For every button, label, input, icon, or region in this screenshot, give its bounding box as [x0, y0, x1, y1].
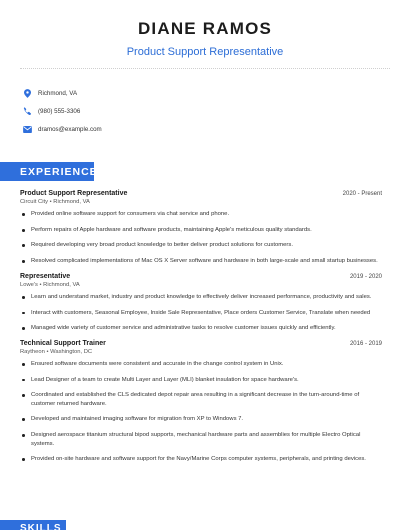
skills-heading: SKILLS — [0, 520, 66, 530]
job-bullet: Learn and understand market, industry and product knowledge to effectively deliver increased performance, productivity and sales. — [28, 293, 382, 301]
job-title: Product Support Representative — [20, 190, 128, 197]
experience-heading: EXPERIENCE — [0, 162, 94, 181]
job-location: Richmond, VA — [43, 281, 80, 288]
job-bullets — [20, 293, 382, 333]
job-dates: 2020 - Present — [342, 191, 382, 197]
contact-phone — [22, 102, 102, 120]
resume-header — [0, 0, 410, 59]
job-bullet: Developed and maintained imaging software for migration from XP to Windows 7. — [28, 415, 382, 423]
location-pin-icon — [22, 88, 32, 98]
job-employer: Raytheon • Washington, DC — [20, 348, 93, 355]
contact-location — [22, 84, 102, 102]
job-bullet: Designed aerospace titanium structural bipod supports, mechanical hardware parts and assemblies for multiple Electro Optical systems. — [28, 431, 382, 448]
job-entry — [20, 340, 382, 464]
job-dates: 2019 - 2020 — [349, 273, 382, 280]
job-bullets — [20, 210, 382, 266]
job-bullet: Ensured software documents were consistent and accurate in the change control system in Unix. — [28, 360, 382, 368]
contact-email-text: dramos@example.com — [38, 125, 102, 133]
job-bullet: Resolved complicated implementations of Mac OS X Server software and hardware in both large-scale and small startup businesses. — [28, 257, 382, 265]
job-bullet: Provided online software support for consumers via chat service and phone. — [28, 210, 382, 218]
job-company: Lowe's — [20, 281, 38, 288]
job-title: Technical Support Trainer — [20, 339, 106, 347]
job-company: Raytheon — [20, 348, 45, 355]
job-location: Richmond, VA — [53, 199, 90, 205]
candidate-role: Product Support Representative — [126, 46, 284, 58]
job-company: Circuit City — [20, 199, 49, 205]
job-bullets — [20, 360, 382, 464]
job-entry — [20, 273, 382, 333]
job-bullet: Coordinated and established the CLS dedicated depot repair area resulting in a significant decrease in the turn-around-time of customer returned hardware. — [28, 391, 382, 408]
job-employer: Circuit City • Richmond, VA — [20, 199, 90, 205]
job-dates: 2016 - 2019 — [349, 340, 382, 347]
contact-location-text: Richmond, VA — [38, 89, 78, 97]
job-bullet: Lead Designer of a team to create Multi Layer and Layer (MLI) blanket insulation for space hardware's. — [28, 376, 382, 384]
job-location: Washington, DC — [50, 348, 93, 355]
candidate-name: DIANE RAMOS — [137, 19, 273, 38]
header-divider — [20, 68, 390, 69]
job-employer: Lowe's • Richmond, VA — [20, 281, 80, 288]
job-entry — [20, 190, 382, 266]
job-bullet: Interact with customers, Seasonal Employee, Inside Sale Representative, Place orders Customer Service, Translate when needed — [28, 309, 382, 317]
job-title: Representative — [20, 272, 71, 280]
contact-email — [22, 120, 102, 138]
job-bullet: Perform repairs of Apple hardware and software products, maintaining Apple's meticulous quality standards. — [28, 226, 382, 234]
contact-phone-text: (980) 555-3306 — [38, 107, 81, 115]
phone-icon — [22, 106, 32, 116]
job-bullet: Provided on-site hardware and software support for the Navy/Marine Corps computer systems, peripherals, and printing devices. — [28, 455, 382, 463]
email-icon — [22, 124, 32, 134]
contact-list — [22, 84, 102, 138]
job-bullet: Managed wide variety of customer service and administrative tasks to resolve customer issues quickly and efficiently. — [28, 324, 382, 332]
experience-list — [20, 190, 382, 471]
job-bullet: Required developing very broad product knowledge to better deliver product solutions for customers. — [28, 241, 382, 249]
